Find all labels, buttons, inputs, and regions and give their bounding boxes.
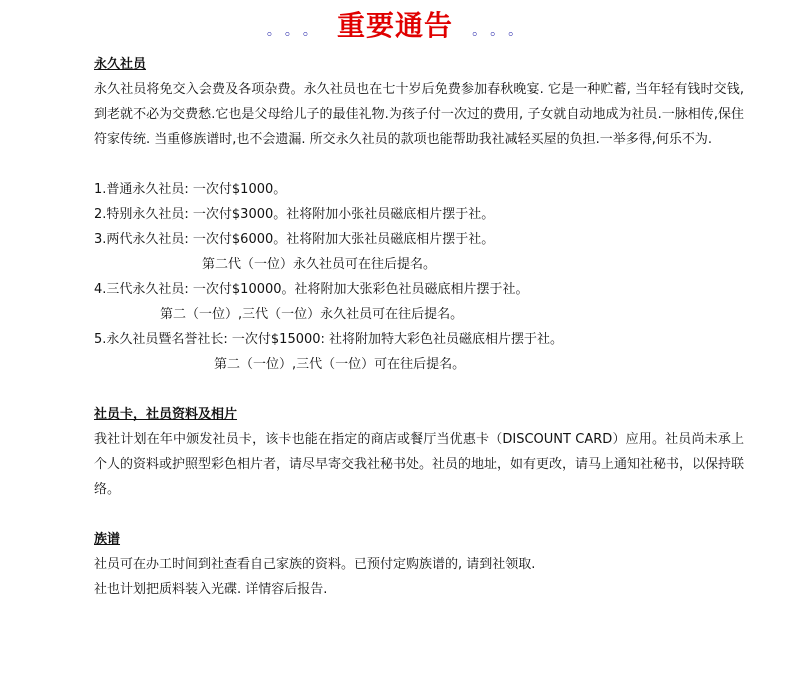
membership-tier-3: 3.两代永久社员: 一次付$6000。社将附加大张社员磁底相片摆于社。 xyxy=(94,232,495,247)
member-card-description: 我社计划在年中颁发社员卡，该卡也能在指定的商店或餐厅当优惠卡（DISCOUNT CARD）应用。社员尚未承上个人的资料或护照型彩色相片者，请尽早寄交我社秘书处。社员的地址，如有更改，请马上通知社秘书，以保持联络。 xyxy=(94,432,745,497)
section-heading-member-card: 社员卡，社员资料及相片 xyxy=(94,407,238,422)
spacer xyxy=(94,152,744,177)
notice-content xyxy=(94,52,744,602)
section-heading-genealogy: 族谱 xyxy=(94,532,121,547)
section-genealogy xyxy=(94,527,744,602)
notice-header xyxy=(0,4,800,44)
genealogy-line-1: 社员可在办工时间到社查看自己家族的资料。已预付定购族谱的, 请到社领取. xyxy=(94,557,536,572)
membership-tier-4-note: 第二（一位）,三代（一位）永久社员可在往后提名。 xyxy=(160,307,464,322)
section-heading-permanent: 永久社员 xyxy=(94,57,147,72)
spacer xyxy=(94,502,744,527)
membership-tier-5-note: 第二（一位）,三代（一位）可在往后提名。 xyxy=(214,357,466,372)
page-title: 重要通告 xyxy=(336,9,453,42)
membership-tier-2: 2.特别永久社员: 一次付$3000。社将附加小张社员磁底相片摆于社。 xyxy=(94,207,495,222)
membership-tier-3-note: 第二代（一位）永久社员可在往后提名。 xyxy=(202,257,437,272)
section-permanent-members xyxy=(94,52,744,377)
membership-tier-1: 1.普通永久社员: 一次付$1000。 xyxy=(94,182,287,197)
section-member-card xyxy=(94,402,744,502)
spacer xyxy=(94,377,744,402)
genealogy-line-2: 社也计划把质料装入光碟. 详情容后报告. xyxy=(94,582,328,597)
membership-tier-4: 4.三代永久社员: 一次付$10000。社将附加大张彩色社员磁底相片摆于社。 xyxy=(94,282,529,297)
permanent-description: 永久社员将免交入会费及各项杂费。永久社员也在七十岁后免费参加春秋晚宴. 它是一种贮蓄, 当年轻有钱时交钱,到老就不必为交费愁.它也是父母给儿子的最佳礼物.为孩子付一次过的费用, 子女就自动地成为社员.一脉相传,保住符家传统. 当重修族谱时,也不会遗漏. 所交永久社员的款项也能帮助我社减轻买屋的负担.一举多得,何乐不为. xyxy=(94,82,744,147)
decorative-dots-left: 。。。 xyxy=(266,23,328,39)
decorative-dots-right: 。。。 xyxy=(472,23,534,39)
membership-tier-5: 5.永久社员暨名誉社长: 一次付$15000: 社将附加特大彩色社员磁底相片摆于社。 xyxy=(94,332,564,347)
